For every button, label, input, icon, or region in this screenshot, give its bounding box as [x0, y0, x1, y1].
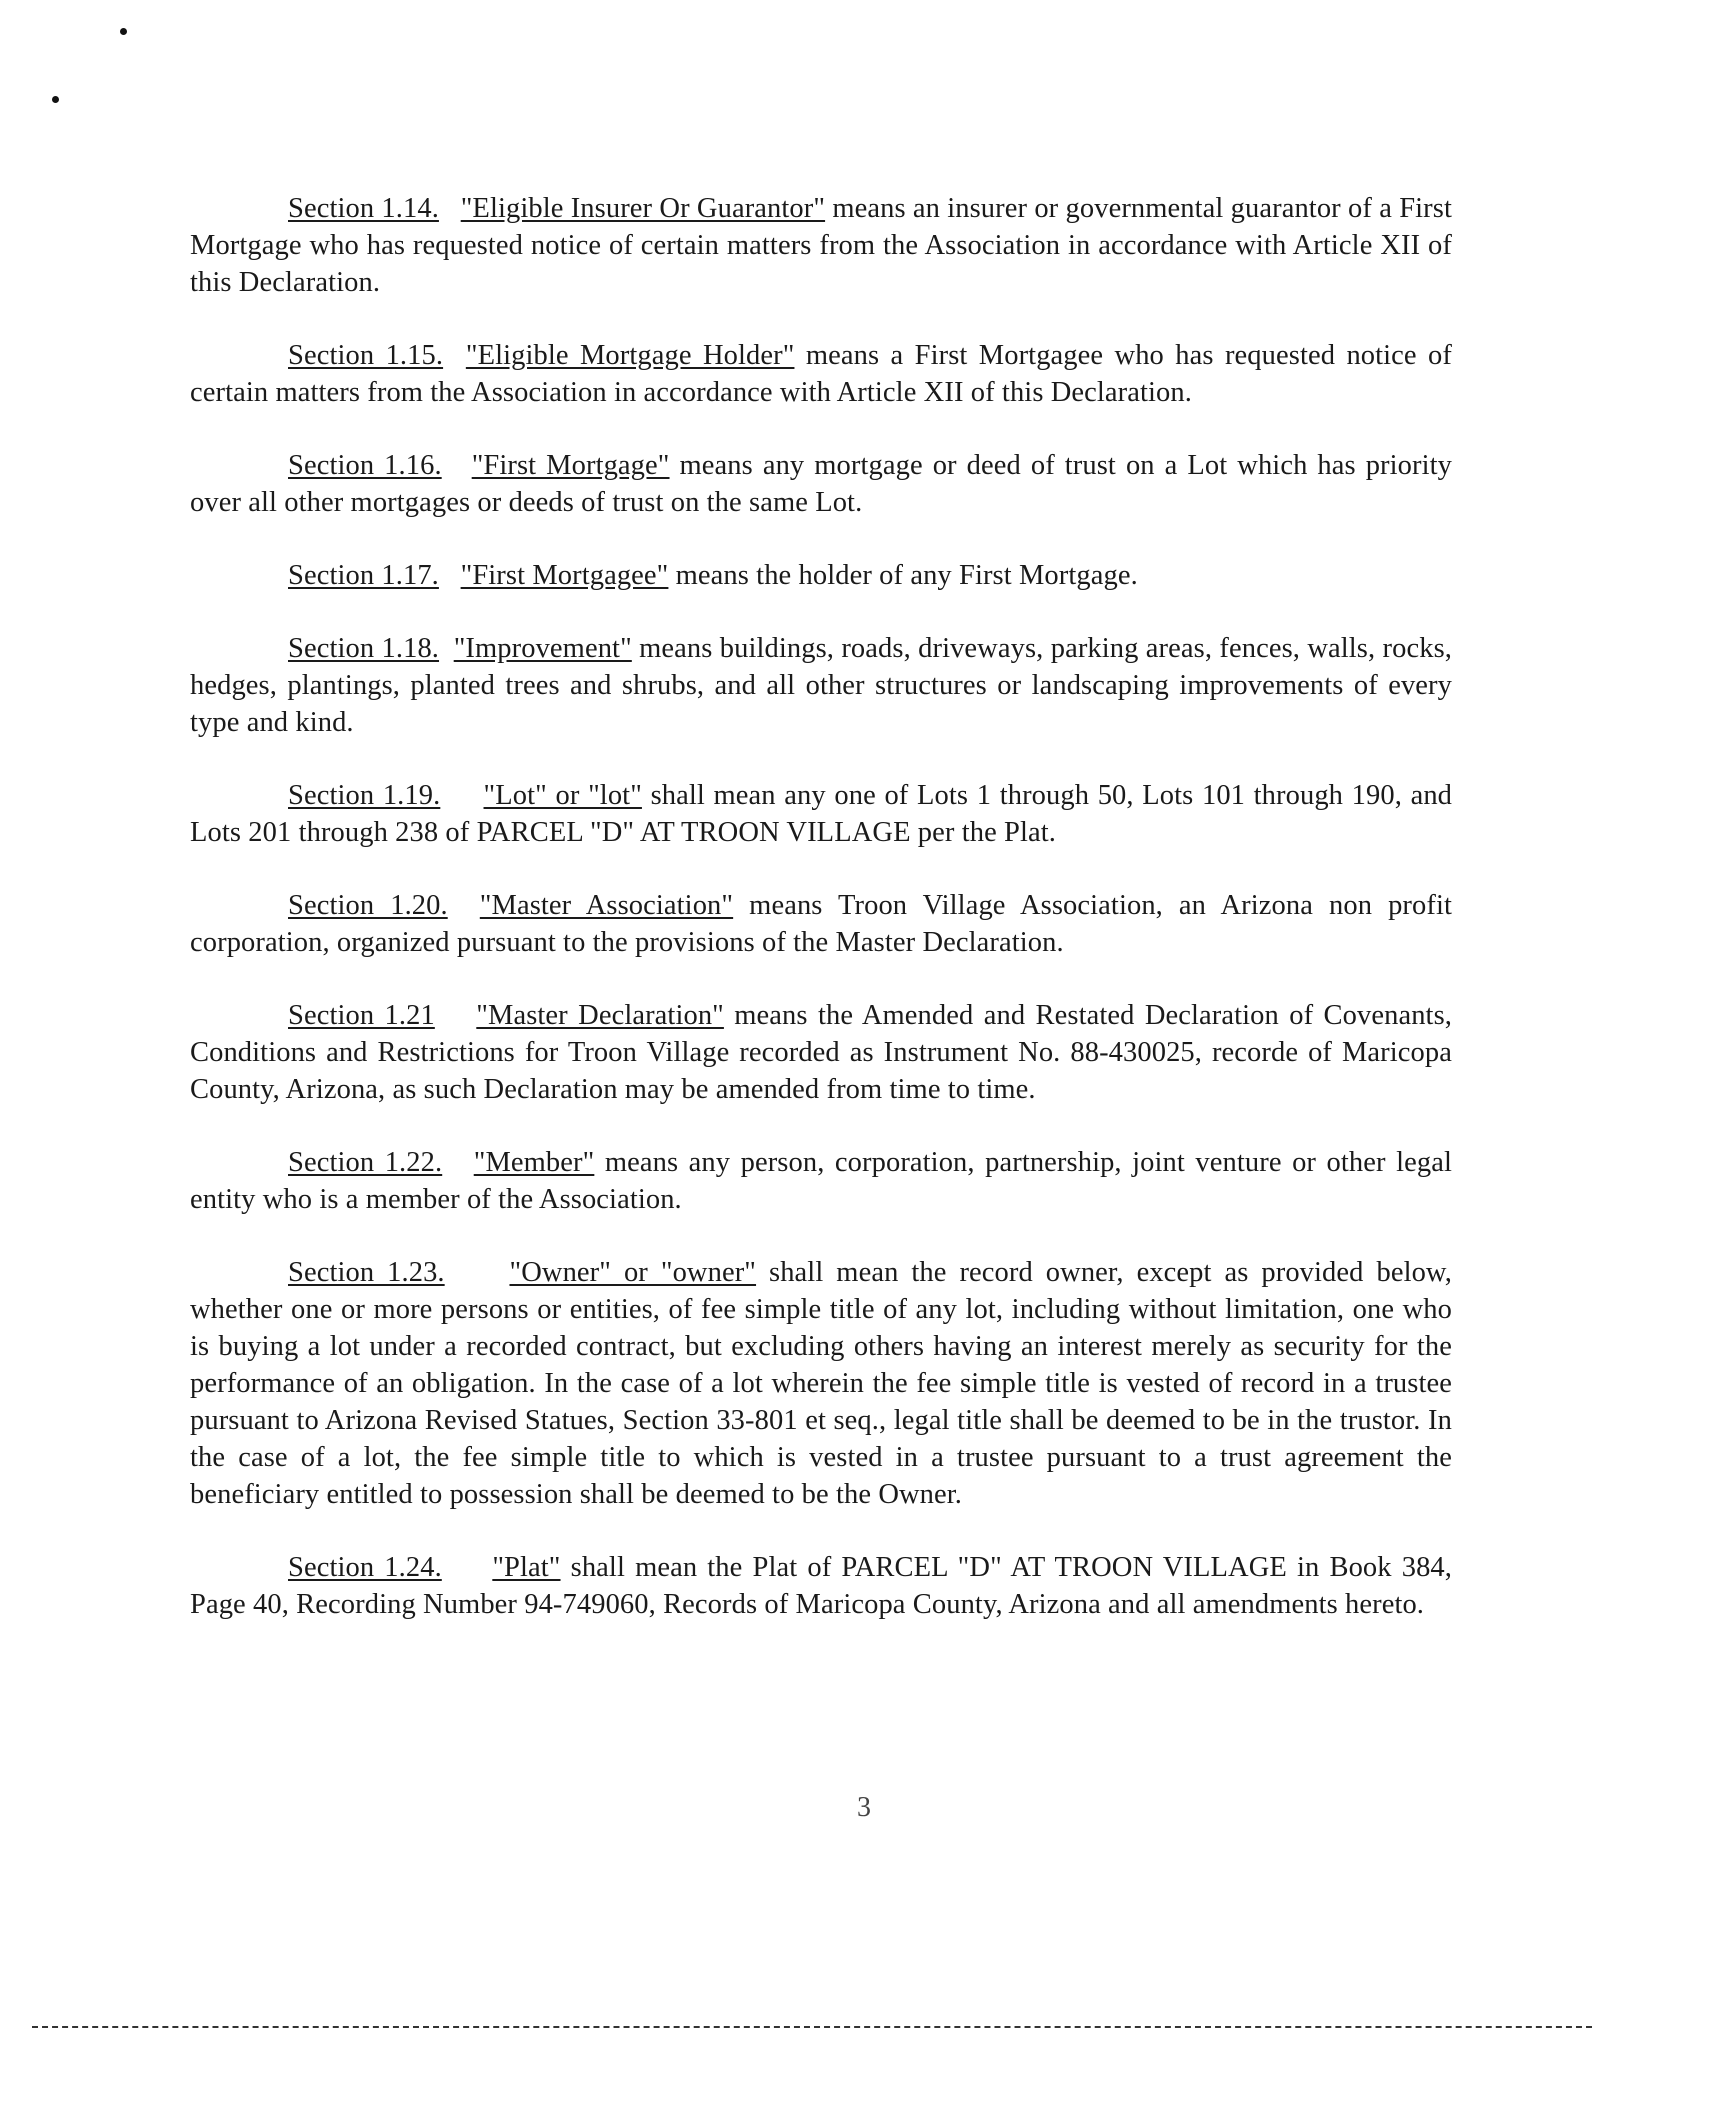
section-1-22: [190, 1144, 1452, 1218]
section-1-18: [190, 630, 1452, 741]
section-1-17: [190, 557, 1452, 594]
defined-term: "Owner" or "owner": [509, 1257, 757, 1288]
section-1-15: [190, 337, 1452, 411]
definition-text: means the Amended and Restated Declaration of Covenants, Conditions and Restrictions for Troon Village recorded as Instrument No. 88-430025, recorde of Maricopa County, Arizona, as such Declaration may be amended from time to time.: [190, 1000, 1452, 1105]
defined-term: "Master Declaration": [476, 1000, 724, 1031]
document-body: [190, 190, 1452, 1659]
definition-text: shall mean the Plat of PARCEL "D" AT TROON VILLAGE in Book 384, Page 40, Recording Number 94-749060, Records of Maricopa County, Arizona and all amendments hereto.: [190, 1552, 1452, 1620]
section-number: Section 1.21: [288, 1000, 435, 1031]
section-1-21: [190, 997, 1452, 1108]
defined-term: "Lot" or "lot": [483, 780, 642, 811]
definition-text: means buildings, roads, driveways, parking areas, fences, walls, rocks, hedges, plantings, planted trees and shrubs, and all other structures or landscaping improvements of every type and kind.: [190, 633, 1453, 738]
section-number: Section 1.15.: [288, 340, 444, 371]
section-1-19: [190, 777, 1452, 851]
defined-term: "Member": [473, 1147, 595, 1178]
section-number: Section 1.14.: [288, 193, 439, 224]
defined-term: "First Mortgage": [471, 450, 670, 481]
section-number: Section 1.17.: [288, 560, 439, 591]
scan-speck: [120, 28, 127, 35]
section-number: Section 1.16.: [288, 450, 442, 481]
defined-term: "Master Association": [479, 890, 734, 921]
section-number: Section 1.18.: [288, 633, 440, 664]
defined-term: "Improvement": [453, 633, 632, 664]
section-number: Section 1.19.: [288, 780, 441, 811]
section-1-14: [190, 190, 1452, 301]
definition-text: means a First Mortgagee who has requested notice of certain matters from the Association in accordance with Article XII of this Declaration.: [190, 340, 1452, 408]
section-1-23: [190, 1254, 1452, 1513]
scan-speck: [52, 96, 59, 103]
section-1-16: [190, 447, 1452, 521]
section-number: Section 1.20.: [288, 890, 448, 921]
definition-text: means any person, corporation, partnership, joint venture or other legal entity who is a member of the Association.: [190, 1147, 1452, 1215]
defined-term: "First Mortgagee": [460, 560, 669, 591]
section-number: Section 1.22.: [288, 1147, 443, 1178]
definition-text: means Troon Village Association, an Arizona non profit corporation, organized pursuant to the provisions of the Master Declaration.: [190, 890, 1453, 958]
definition-text: shall mean the record owner, except as provided below, whether one or more persons or entities, of fee simple title of any lot, including without limitation, one who is buying a lot under a recorded contract, but excluding others having an interest merely as security for the performance of an obligation. In the case of a lot wherein the fee simple title is vested of record in a trustee pursuant to Arizona Revised Statues, Section 33-801 et seq., legal title shall be deemed to be in the trustor. In the case of a lot, the fee simple title to which is vested in a trustee pursuant to a trust agreement the beneficiary entitled to possession shall be deemed to be the Owner.: [190, 1257, 1452, 1510]
page-number: 3: [857, 1792, 871, 1823]
section-number: Section 1.23.: [288, 1257, 445, 1288]
defined-term: "Plat": [492, 1552, 561, 1583]
defined-term: "Eligible Mortgage Holder": [465, 340, 795, 371]
section-1-20: [190, 887, 1452, 961]
footer-divider: [32, 2026, 1592, 2028]
section-number: Section 1.24.: [288, 1552, 442, 1583]
definition-text: shall mean any one of Lots 1 through 50, Lots 101 through 190, and Lots 201 through 238 of PARCEL "D" AT TROON VILLAGE per the Plat.: [190, 780, 1453, 848]
definition-text: means the holder of any First Mortgage.: [668, 560, 1138, 591]
definition-text: means an insurer or governmental guarantor of a First Mortgage who has requested notice of certain matters from the Association in accordance with Article XII of this Declaration.: [190, 193, 1452, 298]
defined-term: "Eligible Insurer Or Guarantor": [460, 193, 826, 224]
definition-text: means any mortgage or deed of trust on a Lot which has priority over all other mortgages or deeds of trust on the same Lot.: [190, 450, 1452, 518]
section-1-24: [190, 1549, 1452, 1623]
